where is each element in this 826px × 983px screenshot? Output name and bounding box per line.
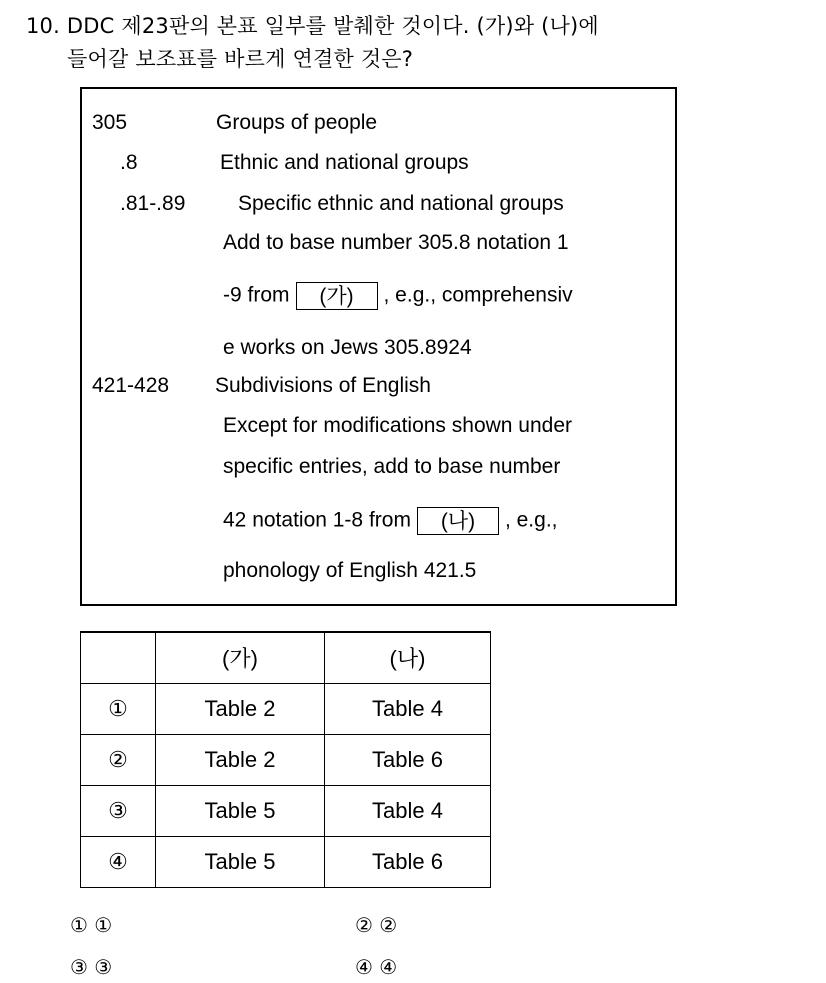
table-row xyxy=(81,836,491,887)
answer-choice-1[interactable]: ① ① xyxy=(70,913,113,937)
entry-421-428-number: 421-428 xyxy=(92,374,170,397)
option-number: ④ xyxy=(81,836,156,887)
entry-8-number: .8 xyxy=(120,151,138,174)
answer-choice-4[interactable]: ④ ④ xyxy=(355,955,398,979)
note-text: -9 from xyxy=(223,283,290,307)
table-cell: Table 4 xyxy=(325,785,491,836)
answer-choice-3[interactable]: ③ ③ xyxy=(70,955,113,979)
table-row xyxy=(81,734,491,785)
answer-choice-2[interactable]: ② ② xyxy=(355,913,398,937)
entry-81-89-caption: Specific ethnic and national groups xyxy=(238,192,564,215)
table-cell: Table 6 xyxy=(325,836,491,887)
entry-305-number: 305 xyxy=(92,111,128,134)
question-line-1: 10. DDC 제23판의 본표 일부를 발췌한 것이다. (가)와 (나)에 xyxy=(26,14,599,38)
entry-421-428-note-line-2: specific entries, add to base number xyxy=(223,455,561,478)
entry-81-89-number: .81-.89 xyxy=(120,192,186,215)
table-cell: Table 2 xyxy=(156,734,325,785)
table-cell: Table 4 xyxy=(325,683,491,734)
entry-421-428-caption: Subdivisions of English xyxy=(215,374,431,397)
entry-421-428-note-line-4: phonology of English 421.5 xyxy=(223,559,477,582)
option-number: ③ xyxy=(81,785,156,836)
note-text: 42 notation 1-8 from xyxy=(223,508,411,532)
table-cell: Table 5 xyxy=(156,785,325,836)
option-number: ② xyxy=(81,734,156,785)
header-cell: (나) xyxy=(325,632,491,683)
entry-81-89-note-line-2 xyxy=(223,282,573,310)
option-number: ① xyxy=(81,683,156,734)
entry-81-89-note-line-3: e works on Jews 305.8924 xyxy=(223,336,472,359)
entry-421-428-note-line-1: Except for modifications shown under xyxy=(223,414,573,437)
question-line-2: 들어갈 보조표를 바르게 연결한 것은? xyxy=(67,47,414,71)
entry-81-89-note-line-1: Add to base number 305.8 notation 1 xyxy=(223,231,569,254)
note-text: , e.g., comprehensiv xyxy=(383,283,573,307)
blank-na: (나) xyxy=(417,507,499,535)
entry-8-caption: Ethnic and national groups xyxy=(220,151,469,174)
header-cell xyxy=(81,632,156,683)
table-cell: Table 2 xyxy=(156,683,325,734)
note-text: , e.g., xyxy=(504,508,558,532)
table-header-row xyxy=(81,632,491,683)
table-row xyxy=(81,683,491,734)
blank-ga: (가) xyxy=(296,282,378,310)
table-cell: Table 5 xyxy=(156,836,325,887)
entry-421-428-note-line-3 xyxy=(223,507,557,535)
entry-305-caption: Groups of people xyxy=(216,111,378,134)
table-row xyxy=(81,785,491,836)
header-cell: (가) xyxy=(156,632,325,683)
options-table xyxy=(80,631,491,888)
ddc-excerpt-box xyxy=(80,87,677,606)
table-cell: Table 6 xyxy=(325,734,491,785)
